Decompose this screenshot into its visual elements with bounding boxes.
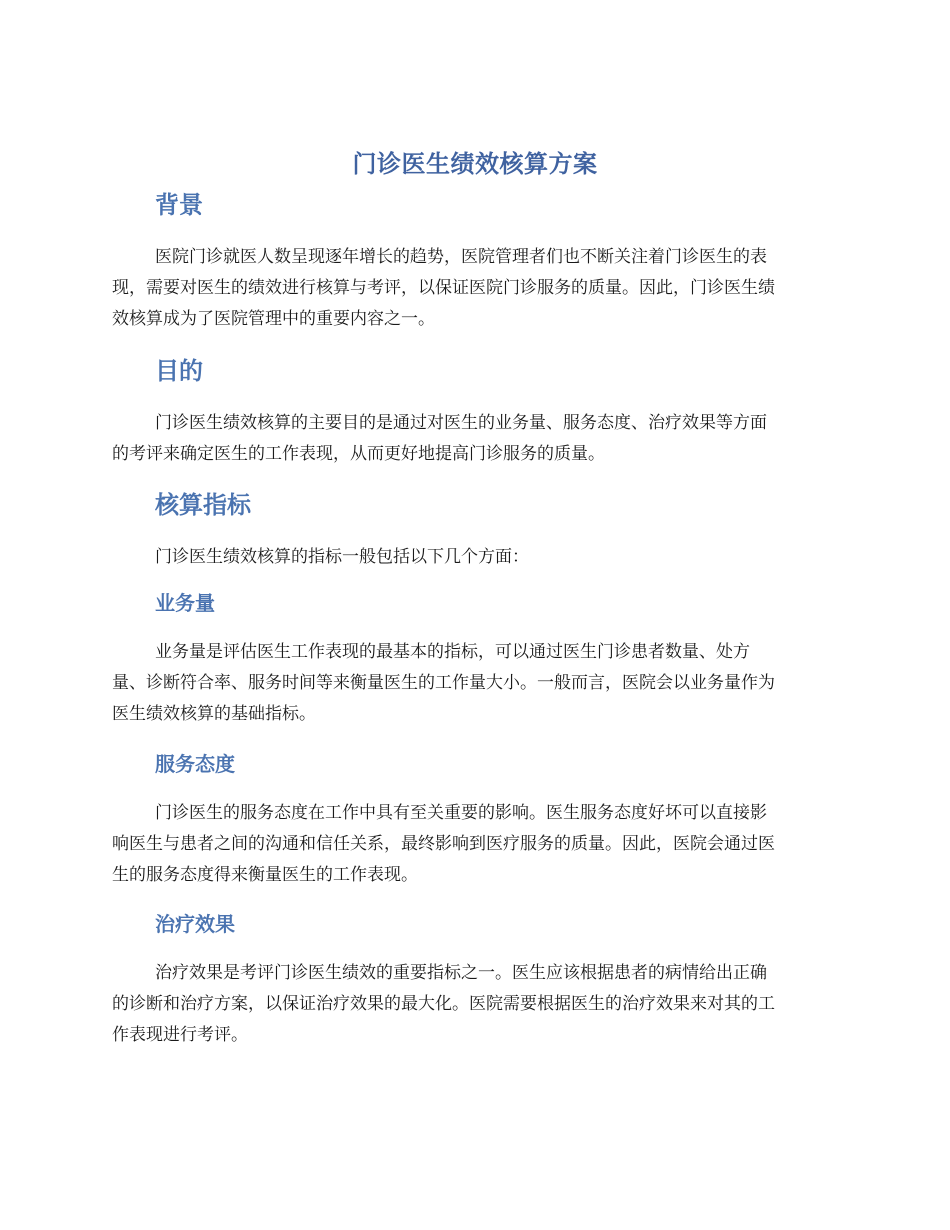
paragraph-line: 门诊医生绩效核算的主要目的是通过对医生的业务量、服务态度、治疗效果等方面 <box>155 413 767 433</box>
paragraph-line: 的考评来确定医生的工作表现，从而更好地提高门诊服务的质量。 <box>112 444 605 464</box>
section-heading-purpose: 目的 <box>155 357 203 385</box>
document-title: 门诊医生绩效核算方案 <box>352 150 598 178</box>
paragraph-line: 医生绩效核算的基础指标。 <box>112 704 316 724</box>
section-paragraph-indicators <box>112 542 839 573</box>
paragraph-line: 响医生与患者之间的沟通和信任关系，最终影响到医疗服务的质量。因此，医院会通过医 <box>112 834 775 854</box>
subsection-paragraph-service-attitude <box>112 798 839 891</box>
section-heading-indicators: 核算指标 <box>155 491 251 519</box>
subsection-heading-service-attitude: 服务态度 <box>155 752 235 776</box>
subsection-heading-treatment-effect: 治疗效果 <box>155 912 235 936</box>
paragraph-line: 生的服务态度得来衡量医生的工作表现。 <box>112 865 418 885</box>
paragraph-line: 的诊断和治疗方案，以保证治疗效果的最大化。医院需要根据医生的治疗效果来对其的工 <box>112 994 775 1014</box>
section-heading-background: 背景 <box>155 191 203 219</box>
paragraph-line: 治疗效果是考评门诊医生绩效的重要指标之一。医生应该根据患者的病情给出正确 <box>155 963 767 983</box>
section-paragraph-background <box>112 242 839 335</box>
paragraph-line: 医院门诊就医人数呈现逐年增长的趋势，医院管理者们也不断关注着门诊医生的表 <box>155 247 767 267</box>
paragraph-line: 门诊医生的服务态度在工作中具有至关重要的影响。医生服务态度好坏可以直接影 <box>155 803 767 823</box>
paragraph-line: 效核算成为了医院管理中的重要内容之一。 <box>112 309 435 329</box>
section-paragraph-purpose <box>112 408 839 470</box>
subsection-paragraph-workload <box>112 637 839 730</box>
paragraph-line: 业务量是评估医生工作表现的最基本的指标，可以通过医生门诊患者数量、处方 <box>155 642 750 662</box>
paragraph-line: 量、诊断符合率、服务时间等来衡量医生的工作量大小。一般而言，医院会以业务量作为 <box>112 673 775 693</box>
paragraph-line: 门诊医生绩效核算的指标一般包括以下几个方面： <box>155 547 529 567</box>
paragraph-line: 作表现进行考评。 <box>112 1025 248 1045</box>
subsection-paragraph-treatment-effect <box>112 958 839 1051</box>
paragraph-line: 现，需要对医生的绩效进行核算与考评，以保证医院门诊服务的质量。因此，门诊医生绩 <box>112 278 775 298</box>
subsection-heading-workload: 业务量 <box>155 591 215 615</box>
